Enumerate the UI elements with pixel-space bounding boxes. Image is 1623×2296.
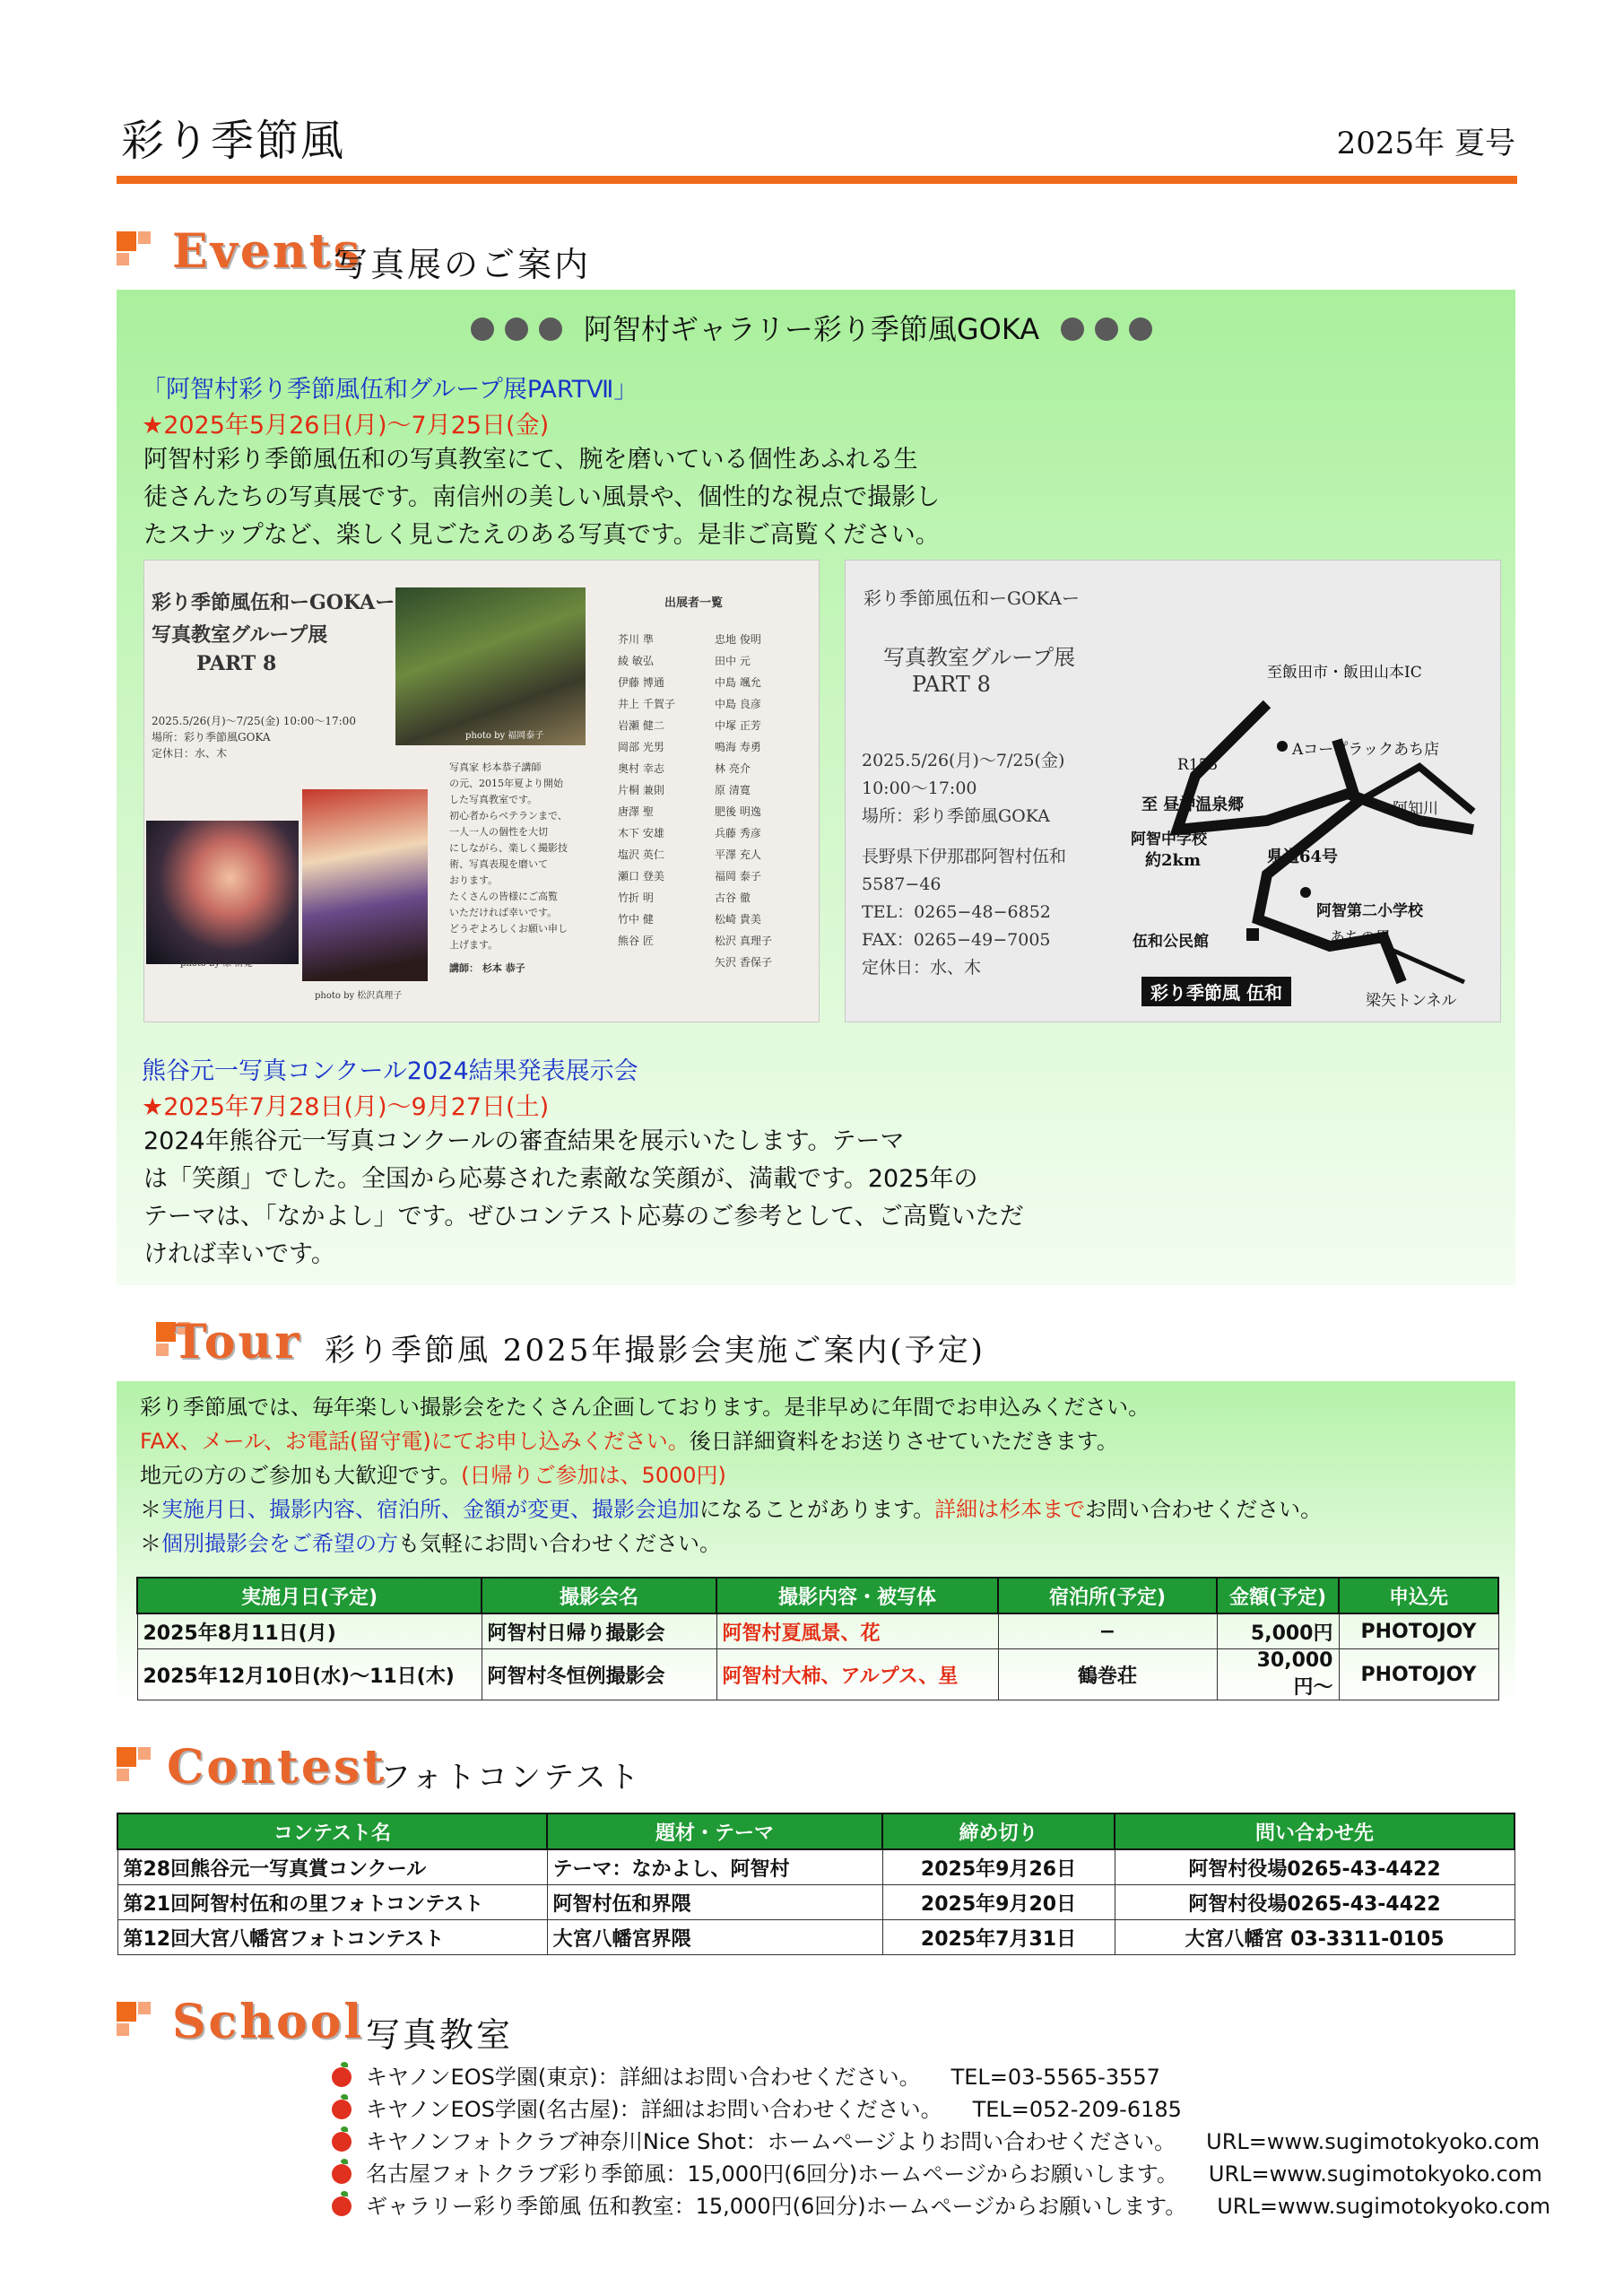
- exhibitor-name: 矢沢 香保子: [715, 956, 772, 969]
- exhibitor-name: 中島 良彦: [715, 698, 761, 710]
- show2-date: ★2025年7月28日(月)〜9月27日(土): [142, 1093, 550, 1121]
- access-map-svg: [846, 561, 1500, 1022]
- table-row: 第12回大宮八幡宮フォトコンテスト 大宮八幡宮界隈 2025年7月31日 大宮八幡宮 03-3311-0105: [117, 1920, 1515, 1955]
- apple-bullet-icon: [332, 2132, 352, 2152]
- apple-bullet-icon: [332, 2196, 352, 2216]
- exhibitor-name: 肥後 明逸: [715, 805, 761, 818]
- list-item: キヤノンフォトクラブ神奈川Nice Shot：ホームページよりお問い合わせください。 URL=www.sugimotokyoko.com: [332, 2124, 1550, 2156]
- exhibition-flyer-photo: 彩り季節風伍和ーGOKAー 写真教室グループ展 PART 8 2025.5/26(月)〜7/25(金) 10:00〜17:00 場所：彩り季節風GOKA 定休日：水、木 photo by 福岡泰子 photo by 原 清寛 photo by 松沢真理子 写真家 杉本恭子講師 の元、2015年夏より開始 した写真教室です。 初心者からベテランまで、 一人一人の個性を大切 にしながら、楽しく撮影技 術、写真表現を磨いて おります。 たくさんの皆様にご高覧 いただければ幸いです。 どうぞよろしくお願い申し 上げます。 講師： 杉本 恭子 出展者一覧 芥川 準 忠地 俊明綾 敏弘 田中 元伊藤 博通 中島 颯允井上 千賀子 中島 良彦岩瀬 健二 中塚 正芳岡部 光男 鳴海 寿勇奥村 幸志 林 亮介片桐 兼則 原 清寛唐澤 聖 肥後 明逸木下 安雄 兵藤 秀彦塩沢 英仁 平澤 充人瀬口 登美 福岡 泰子竹折 明 古谷 徹竹中 健 松崎 貴美熊谷 匠 松沢 真理子矢沢 香保子: [143, 560, 820, 1022]
- exhibitor-name: 古谷 徹: [715, 891, 751, 904]
- exhibitor-name: 福岡 泰子: [715, 870, 761, 883]
- tour-subheading: 彩り季節風 2025年撮影会実施ご案内(予定): [325, 1333, 985, 1369]
- exhibitor-name: 伊藤 博通: [618, 676, 664, 689]
- events-subheading: 写真展のご案内: [334, 245, 592, 284]
- apple-bullet-icon: [332, 2164, 352, 2184]
- table-row: 2025年8月11日(月) 阿智村日帰り撮影会 阿智村夏風景、花 − 5,000円 PHOTOJOY: [137, 1613, 1498, 1649]
- tree-photo-image: [395, 587, 586, 745]
- night-tree-photo-image: [146, 821, 299, 964]
- exhibitor-name: 塩沢 英仁: [618, 848, 664, 861]
- show1-date: ★2025年5月26日(月)〜7月25日(金): [142, 412, 550, 439]
- show2-title: 熊谷元一写真コンクール2024結果発表展示会: [142, 1057, 638, 1085]
- contest-subheading: フォトコンテスト: [380, 1760, 642, 1796]
- exhibitor-name: 松沢 真理子: [715, 935, 772, 947]
- exhibitor-name: 井上 千賀子: [618, 698, 675, 710]
- apple-bullet-icon: [332, 2067, 352, 2087]
- issue-label: 2025年 夏号: [1336, 126, 1515, 161]
- contest-table: コンテスト名 題材・テーマ 締め切り 問い合わせ先 第28回熊谷元一写真賞コンクール テーマ：なかよし、阿智村 2025年9月26日 阿智村役場0265-43-4422 第21回阿智村伍和の里フォトコンテスト 阿智村伍和界隈 2025年9月20日 阿智村役場0265-43-4422 第12回大宮八幡宮フォトコンテスト 大宮八幡宮界隈 2025年7月31日 大宮八幡宮 03-3311-0105: [117, 1813, 1515, 1955]
- exhibitor-name: 鳴海 寿勇: [715, 741, 761, 753]
- exhibitor-name: 中塚 正芳: [715, 719, 761, 732]
- gallery-banner: [0, 307, 1623, 348]
- list-item: キヤノンEOS学園(名古屋)：詳細はお問い合わせください。 TEL=052-209-6185: [332, 2092, 1550, 2124]
- exhibition-map-photo: 彩り季節風伍和ーGOKAー 写真教室グループ展 PART 8 2025.5/26(月)〜7/25(金) 10:00〜17:00 場所：彩り季節風GOKA 長野県下伊那郡阿智村伍和 5587−46 TEL：0265−48−6852 FAX：0265−49−7005 定休日：水、木 至飯田市・飯田山本IC Aコープラックあち店 R153 至 昼神温泉郷 阿知川 阿智中学校 約2km 県道64号 阿智第二小学校 あちの里 伍和公民館 彩り季節風 伍和 梁矢トンネル: [845, 560, 1501, 1022]
- list-item: ギャラリー彩り季節風 伍和教室：15,000円(6回分)ホームページからお願いします。 URL=www.sugimotokyoko.com: [332, 2188, 1550, 2221]
- exhibitor-name: 竹中 健: [618, 913, 654, 926]
- exhibitor-name: 平澤 充人: [715, 848, 761, 861]
- exhibitor-name: 木下 安雄: [618, 827, 664, 839]
- school-list: [332, 2059, 1550, 2221]
- show1-title: 「阿智村彩り季節風伍和グループ展PARTⅦ」: [142, 376, 638, 404]
- show1-description: 阿智村彩り季節風伍和の写真教室にて、腕を磨いている個性あふれる生 徒さんたちの写真展です。南信州の美しい風景や、個性的な視点で撮影し たスナップなど、楽しく見ごたえのある写真です。是非ご高覧ください。: [143, 446, 941, 549]
- apple-bullet-icon: [332, 2100, 352, 2119]
- gallery-name: 阿智村ギャラリー彩り季節風GOKA: [583, 312, 1040, 346]
- festival-photo-image: [302, 789, 428, 981]
- exhibitor-name: 林 亮介: [715, 762, 751, 775]
- header-divider: [117, 176, 1517, 184]
- tour-notes: 彩り季節風では、毎年楽しい撮影会をたくさん企画しております。是非早めに年間でお申込みください。 FAX、メール、お電話(留守電)にてお申し込みください。後日詳細資料をお送りさせていただきます。 地元の方のご参加も大歓迎です。(日帰りご参加は、5000円) ＊実施月日、撮影内容、宿泊所、金額が変更、撮影会追加になることがあります。詳細は杉本までお問い合わせください。 ＊個別撮影会をご希望の方も気軽にお問い合わせください。: [140, 1395, 1323, 1556]
- events-heading: Events: [172, 224, 363, 279]
- exhibitor-name: 田中 元: [715, 655, 751, 667]
- exhibitor-name: 兵藤 秀彦: [715, 827, 761, 839]
- exhibitor-name: 瀬口 登美: [618, 870, 664, 883]
- table-row: 第21回阿智村伍和の里フォトコンテスト 阿智村伍和界隈 2025年9月20日 阿智村役場0265-43-4422: [117, 1885, 1515, 1920]
- exhibitor-name: 岡部 光男: [618, 741, 664, 753]
- exhibitor-list: [618, 629, 815, 973]
- exhibitor-name: 中島 颯允: [715, 676, 761, 689]
- exhibitor-name: 原 清寛: [715, 784, 751, 796]
- exhibitor-name: 唐澤 聖: [618, 805, 654, 818]
- table-row: 第28回熊谷元一写真賞コンクール テーマ：なかよし、阿智村 2025年9月26日 阿智村役場0265-43-4422: [117, 1849, 1515, 1885]
- list-item: 名古屋フォトクラブ彩り季節風：15,000円(6回分)ホームページからお願いします。 URL=www.sugimotokyoko.com: [332, 2156, 1550, 2188]
- exhibitor-name: 忠地 俊明: [715, 633, 761, 646]
- exhibitor-name: 奥村 幸志: [618, 762, 664, 775]
- list-item: キヤノンEOS学園(東京)：詳細はお問い合わせください。 TEL=03-5565-3557: [332, 2059, 1550, 2092]
- exhibitor-name: 竹折 明: [618, 891, 654, 904]
- newsletter-title: 彩り季節風: [121, 116, 346, 166]
- exhibitor-name: 岩瀬 健二: [618, 719, 664, 732]
- exhibitor-name: 松崎 貴美: [715, 913, 761, 926]
- table-row: 2025年12月10日(水)〜11日(木) 阿智村冬恒例撮影会 阿智村大柿、アルプス、星 鶴巻荘 30,000円〜 PHOTOJOY: [137, 1649, 1498, 1700]
- exhibitor-name: 芥川 準: [618, 633, 654, 646]
- exhibitor-name: 片桐 兼則: [618, 784, 664, 796]
- tour-heading: Tour: [172, 1315, 302, 1370]
- exhibitor-name: 熊谷 匠: [618, 935, 654, 947]
- show2-description: 2024年熊谷元一写真コンクールの審査結果を展示いたします。テーマ は「笑顔」でした。全国から応募された素敵な笑顔が、満載です。2025年の テーマは、「なかよし」です。ぜひコンテスト応募のご参考として、ご高覧いただ ければ幸いです。: [143, 1127, 1024, 1268]
- contest-heading: Contest: [167, 1740, 387, 1795]
- school-heading: School: [172, 1995, 365, 2049]
- exhibitor-name: 綾 敏弘: [618, 655, 654, 667]
- tour-schedule-table: 実施月日(予定) 撮影会名 撮影内容・被写体 宿泊所(予定) 金額(予定) 申込先 2025年8月11日(月) 阿智村日帰り撮影会 阿智村夏風景、花 − 5,000円 PHOTOJOY 2025年12月10日(水)〜11日(木) 阿智村冬恒例撮影会 阿智村大柿、アルプス、星 鶴巻荘 30,000円〜 PHOTOJOY: [136, 1577, 1499, 1700]
- school-subheading: 写真教室: [366, 2015, 514, 2055]
